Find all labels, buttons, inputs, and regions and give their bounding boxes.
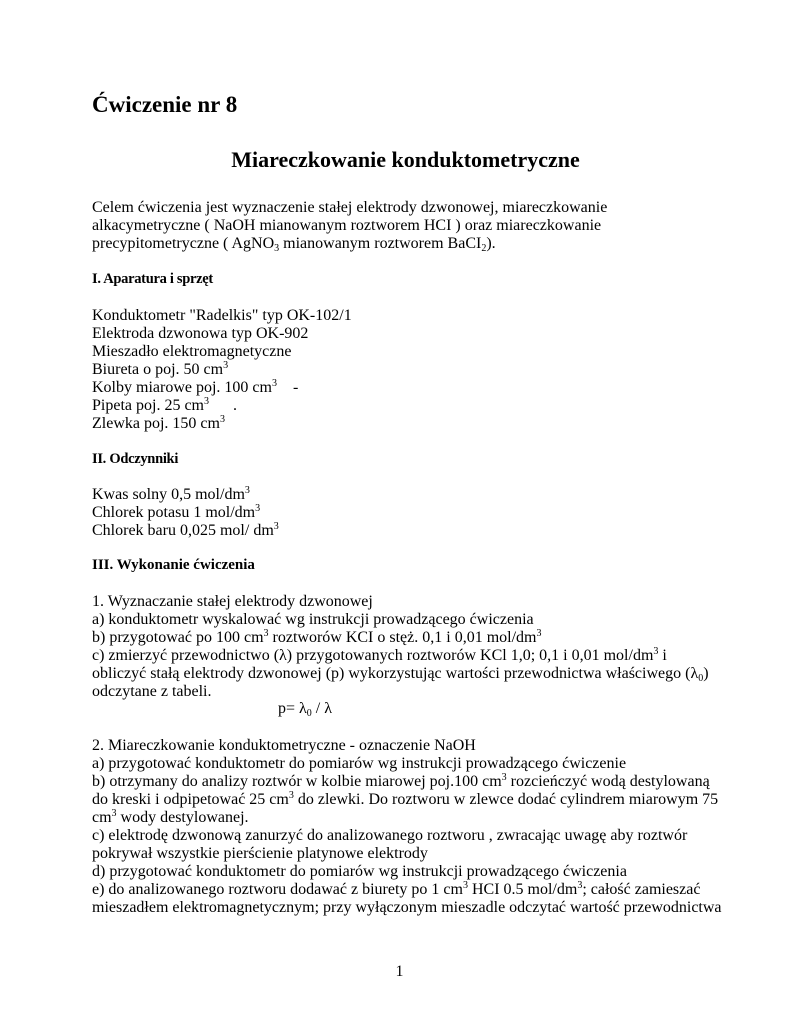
list-item: Chlorek potasu 1 mol/$dm^3$ (92, 503, 261, 521)
list-item: Pipeta poj. 25 $cm^3$ . (92, 396, 237, 414)
page-title: Ćwiczenie nr 8 (92, 92, 238, 117)
intro-line: alkacymetryczne ( NaOH mianowanym roztworem HCI ) oraz miareczkowanie (92, 217, 602, 234)
procedure-line: c) elektrodę dzwonową zanurzyć do analizowanego roztworu , zwracając uwagę aby roztwór (92, 827, 688, 844)
procedure-line: pokrywał wszystkie pierścienie platynowe elektrody (92, 845, 428, 862)
list-item: Chlorek baru 0,025 mol/ $dm^3$ (92, 521, 279, 539)
formula: $p= \lambda_0 / \lambda$ (278, 700, 332, 719)
procedure-line: c) zmierzyć przewodnictwo (λ) przygotowanych roztworów KCl 1,0; 0,1 i 0,01 mol/$dm^3$ i (92, 646, 667, 664)
list-item: Elektroda dzwonowa typ OK-902 (92, 325, 309, 342)
page-number: 1 (395, 963, 404, 980)
procedure-line: b) otrzymany do analizy roztwór w kolbie miarowej poj.100 $cm^3$ rozcieńczyć wodą destylowaną (92, 772, 710, 790)
list-item: Zlewka poj. 150 $cm^3$ (92, 414, 225, 432)
procedure-line: 2. Miareczkowanie konduktometryczne - oznaczenie NaOH (92, 737, 476, 754)
procedure-line: obliczyć stałą elektrody dzwonowej (p) wykorzystując wartości przewodnictwa właściwego $(\lambda_0)$ (92, 665, 709, 684)
procedure-line: d) przygotować konduktometr do pomiarów wg instrukcji prowadzącego ćwiczenia (92, 863, 627, 880)
procedure-line: mieszadłem elektromagnetycznym; przy wyłączonym mieszadle odczytać wartość przewodnictwa (92, 899, 722, 916)
list-item: Kolby miarowe poj. 100 $cm^3$ - (92, 378, 299, 396)
procedure-line: e) do analizowanego roztworu dodawać z biurety po 1 $cm^3$ HCI 0.5 mol/$dm^3$; całość zamieszać (92, 880, 701, 898)
section-heading-reagents: II. Odczynniki (92, 451, 179, 467)
procedure-line: do kreski i odpipetować 25 $cm^3$ do zlewki. Do roztworu w zlewce dodać cylindrem miarowym 75 (92, 790, 719, 808)
procedure-line: a) przygotować konduktometr do pomiarów wg instrukcji prowadzącego ćwiczenie (92, 755, 627, 772)
procedure-line: a) konduktometr wyskalować wg instrukcji prowadzącego ćwiczenia (92, 611, 534, 628)
procedure-line: odczytane z tabeli. (92, 683, 212, 700)
procedure-line: b) przygotować po 100 $cm^3$ roztworów KCI o stęż. 0,1 i 0,01 mol/$dm^3$ (92, 628, 542, 646)
page-subtitle: Miareczkowanie konduktometryczne (231, 147, 580, 172)
section-heading-apparatus: I. Aparatura i sprzęt (92, 271, 213, 287)
procedure-line: 1. Wyznaczanie stałej elektrody dzwonowej (92, 593, 373, 610)
list-item: Mieszadło elektromagnetyczne (92, 343, 292, 360)
intro-line: precypitometryczne ( AgNO$_3$ mianowanym roztworem BaCI$_2$). (92, 235, 496, 254)
list-item: Kwas solny 0,5 mol/$dm^3$ (92, 485, 250, 503)
section-heading-procedure: III. Wykonanie ćwiczenia (92, 557, 255, 573)
list-item: Biureta o poj. 50 $cm^3$ (92, 360, 229, 378)
list-item: Konduktometr "Radelkis" typ OK-102/1 (92, 307, 352, 324)
procedure-line: $cm^3$ wody destylowanej. (92, 808, 249, 826)
intro-line: Celem ćwiczenia jest wyznaczenie stałej elektrody dzwonowej, miareczkowanie (92, 199, 608, 216)
